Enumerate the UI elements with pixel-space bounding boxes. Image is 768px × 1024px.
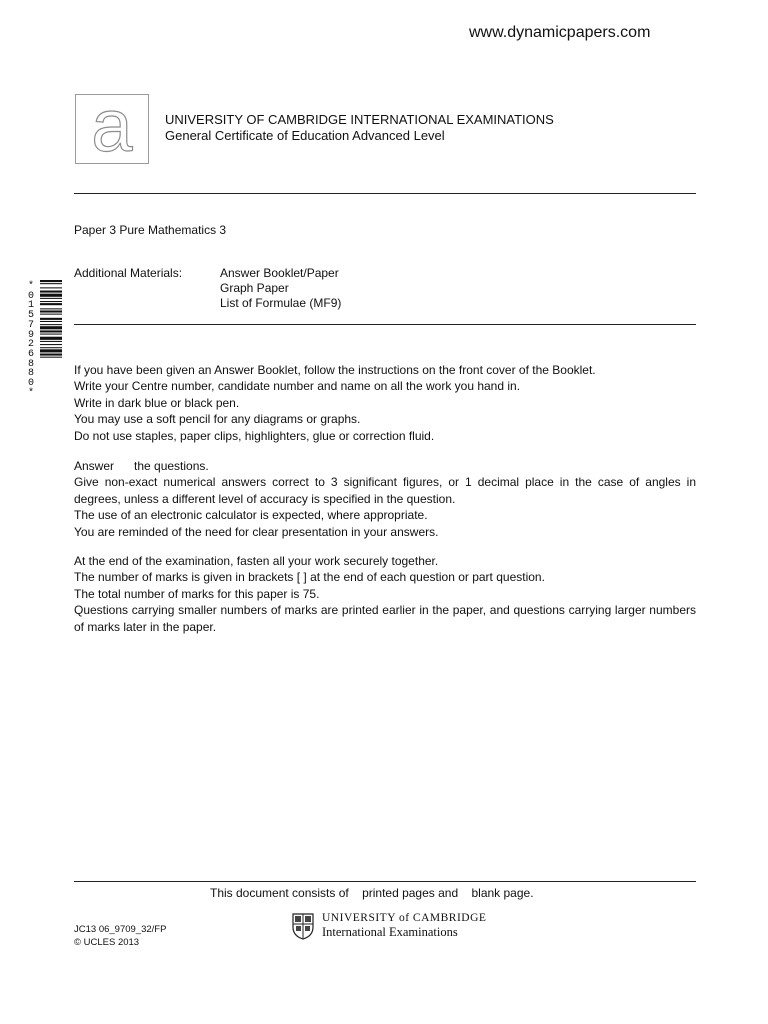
barcode-bar — [40, 298, 62, 299]
barcode-digit: * — [27, 281, 34, 292]
barcode-bar — [40, 354, 62, 356]
barcode-bar — [40, 303, 62, 305]
exam-header — [165, 112, 554, 144]
site-url[interactable]: www.dynamicpapers.com — [469, 24, 651, 41]
divider-footer — [74, 881, 696, 882]
cambridge-crest-icon — [292, 913, 314, 940]
instruction-line: Give non-exact numerical answers correct to 3 significant figures, or 1 decimal place in the case of angles in degrees, unless a different level of accuracy is specified in the question. — [74, 475, 696, 506]
copyright: © UCLES 2013 — [74, 937, 140, 948]
barcode-bar — [40, 283, 62, 284]
barcode-digit: 1 — [27, 300, 34, 312]
barcode-digit: 0 — [27, 290, 34, 302]
barcode-digit: 2 — [27, 339, 34, 351]
materials-list — [220, 266, 341, 311]
divider-materials — [74, 324, 696, 325]
barcode-digits — [26, 282, 36, 398]
barcode-bar — [40, 294, 62, 297]
page-count-text: This document consists of printed pages and blank page. — [210, 886, 534, 900]
barcode-bar — [40, 324, 62, 325]
exam-level-subtitle: General Certificate of Education Advanced Level — [165, 128, 445, 143]
instruction-line: The use of an electronic calculator is expected, where appropriate. — [74, 508, 428, 523]
materials-item: List of Formulae (MF9) — [220, 296, 342, 310]
barcode-digit: 7 — [27, 319, 34, 331]
instruction-line: You may use a soft pencil for any diagrams or graphs. — [74, 412, 361, 427]
barcode-bar — [40, 318, 62, 320]
instructions-end — [74, 553, 696, 635]
instruction-line: You are reminded of the need for clear presentation in your answers. — [74, 524, 439, 539]
instruction-line: Answer the questions. — [74, 459, 209, 473]
document-code-block — [74, 923, 166, 949]
instruction-line: Do not use staples, paper clips, highlighters, glue or correction fluid. — [74, 428, 435, 443]
barcode-bar — [40, 349, 62, 352]
barcode-bar — [40, 310, 62, 312]
instruction-line: Write in dark blue or black pen. — [74, 395, 240, 410]
cambridge-wordmark-line2: International Examinations — [322, 925, 458, 939]
divider-top — [74, 193, 696, 194]
materials-label: Additional Materials: — [74, 266, 183, 280]
cambridge-a-logo — [75, 94, 149, 164]
instruction-line: Questions carrying smaller numbers of marks are printed earlier in the paper, and questions carrying larger numbers of marks later in the paper. — [74, 603, 696, 634]
letter-a-icon — [76, 95, 148, 163]
barcode-bar — [40, 321, 62, 322]
cambridge-wordmark-line1: UNIVERSITY of CAMBRIDGE — [322, 912, 487, 924]
instructions-answer — [74, 458, 696, 540]
barcode-bar — [40, 287, 62, 288]
barcode-bar — [40, 314, 62, 315]
barcode-bar — [40, 330, 62, 332]
document-code: JC13 06_9709_32/FP — [74, 924, 167, 935]
cambridge-wordmark — [322, 912, 486, 940]
barcode-digit: 8 — [27, 358, 34, 370]
barcode-digit: * — [27, 387, 34, 399]
page-count-statement — [210, 886, 534, 900]
barcode-bar — [40, 341, 62, 342]
barcode-digit: 8 — [27, 368, 34, 380]
barcode-digit: 5 — [27, 310, 34, 322]
materials-item: Answer Booklet/Paper — [220, 266, 339, 280]
barcode-bar — [40, 280, 62, 282]
exam-board-title: UNIVERSITY OF CAMBRIDGE INTERNATIONAL EXAMINATIONS — [165, 112, 554, 127]
barcode-bar — [40, 301, 62, 302]
barcode-bar — [40, 334, 62, 335]
instruction-line: If you have been given an Answer Booklet, follow the instructions on the front cover of the Booklet. — [74, 363, 596, 377]
barcode-digit: 6 — [27, 348, 34, 360]
barcode-bar — [40, 308, 62, 309]
barcode-bar — [40, 337, 62, 340]
barcode-digit: 0 — [27, 378, 34, 390]
barcode-bar — [40, 347, 62, 348]
paper-name: Paper 3 Pure Mathematics 3 — [74, 223, 227, 237]
barcode-bar — [40, 357, 62, 358]
barcode-digit: 9 — [27, 329, 34, 341]
instructions-general — [74, 362, 696, 444]
materials-item: Graph Paper — [220, 281, 289, 295]
barcode-bar — [40, 344, 62, 345]
svg-text:a: a — [91, 95, 133, 163]
instruction-line: The number of marks is given in brackets [ ] at the end of each question or part question. — [74, 570, 545, 585]
barcode-bar — [40, 291, 62, 293]
instruction-line: Write your Centre number, candidate number and name on all the work you hand in. — [74, 379, 521, 394]
logo-letter — [76, 163, 77, 164]
barcode-bar — [40, 326, 62, 329]
instruction-line: The total number of marks for this paper is 75. — [74, 586, 320, 601]
instruction-line: At the end of the examination, fasten all your work securely together. — [74, 554, 439, 568]
